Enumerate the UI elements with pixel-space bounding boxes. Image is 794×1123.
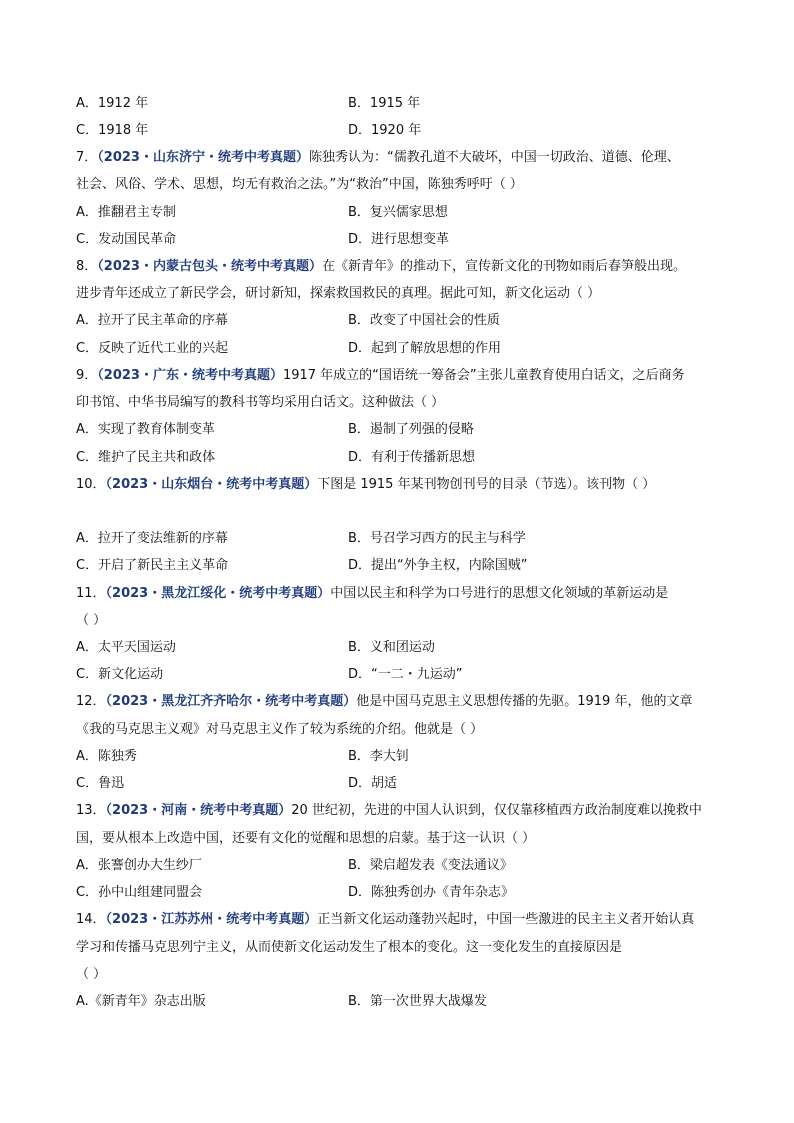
- question-stem-line: 下图是 1915 年某刊物创刊号的目录（节选）。该刊物（ ）: [317, 477, 656, 492]
- question-source: （2023・河南・统考中考真题）: [105, 803, 292, 818]
- question-number: 14．: [76, 912, 106, 927]
- option-c: C．反映了近代工业的兴起: [76, 341, 229, 356]
- option-d: D．提出“外争主权，内除国贼”: [348, 558, 528, 573]
- option-a: A.《新青年》杂志出版: [76, 994, 206, 1009]
- question-number: 9．: [76, 368, 98, 383]
- option-b: B．李大钊: [348, 749, 409, 764]
- option-a: A．陈独秀: [76, 749, 137, 764]
- question-stem-line: 20 世纪初，先进的中国人认识到，仅仅靠移植西方政治制度难以挽救中: [291, 803, 702, 818]
- option-c: C．新文化运动: [76, 667, 164, 682]
- question-number: 11．: [76, 586, 106, 601]
- question-stem-line: 陈独秀认为：“儒教孔道不大破坏，中国一切政治、道德、伦理、: [308, 150, 680, 165]
- option-c: C．鲁迅: [76, 776, 125, 791]
- option-a: A．张謇创办大生纱厂: [76, 858, 202, 873]
- option-d: D．起到了解放思想的作用: [348, 341, 502, 356]
- option-a: A．太平天国运动: [76, 640, 176, 655]
- question-source: （2023・黑龙江齐齐哈尔・统考中考真题）: [105, 694, 357, 709]
- question-source: （2023・江苏苏州・统考中考真题）: [105, 912, 318, 927]
- question-stem-line: 正当新文化运动蓬勃兴起时，中国一些激进的民主主义者开始认真: [317, 912, 695, 927]
- question-11: [76, 584, 668, 604]
- question-number: 7．: [76, 150, 98, 165]
- question-13: [76, 801, 702, 821]
- question-number: 8．: [76, 259, 98, 274]
- option-a: A．实现了教育体制变革: [76, 422, 215, 437]
- option-b: B．复兴儒家思想: [348, 205, 448, 220]
- option-b: B．梁启超发表《变法通议》: [348, 858, 513, 873]
- option-b: B．1915 年: [348, 96, 421, 111]
- question-number: 13．: [76, 803, 106, 818]
- question-source: （2023・黑龙江绥化・统考中考真题）: [105, 586, 331, 601]
- question-stem-line: 在《新青年》的推动下，宣传新文化的刊物如雨后春笋般出现。: [321, 259, 686, 274]
- option-c: C．1918 年: [76, 123, 149, 138]
- option-d: D．进行思想变革: [348, 232, 450, 247]
- option-b: B．改变了中国社会的性质: [348, 313, 500, 328]
- question-source: （2023・山东济宁・统考中考真题）: [97, 150, 309, 165]
- question-stem-line: 国，要从根本上改造中国，还要有文化的觉醒和思想的启蒙。基于这一认识（ ）: [76, 831, 536, 846]
- option-d: D．胡适: [348, 776, 398, 791]
- option-c: C．维护了民主共和政体: [76, 450, 216, 465]
- option-c: C．开启了新民主主义革命: [76, 558, 229, 573]
- question-number: 10．: [76, 477, 106, 492]
- question-stem-line: 《我的马克思主义观》对马克思主义作了较为系统的介绍。他就是（ ）: [76, 722, 484, 737]
- question-stem-line: 社会、风俗、学术、思想，均无有救治之法。”为“救治”中国，陈独秀呼吁（ ）: [76, 177, 523, 192]
- question-stem-line: 中国以民主和科学为口号进行的思想文化领域的革新运动是: [330, 586, 669, 601]
- question-source: （2023・内蒙古包头・统考中考真题）: [97, 259, 322, 274]
- question-source: （2023・广东・统考中考真题）: [97, 368, 283, 383]
- option-b: B．遏制了列强的侵略: [348, 422, 474, 437]
- question-stem-line: 1917 年成立的“国语统一筹备会”主张儿童教育使用白话文，之后商务: [282, 368, 685, 383]
- question-stem-line: 进步青年还成立了新民学会，研讨新知，探索救国救民的真理。据此可知，新文化运动（ ）: [76, 286, 601, 301]
- option-b: B．第一次世界大战爆发: [348, 994, 487, 1009]
- question-14: [76, 910, 694, 930]
- question-number: 12．: [76, 694, 106, 709]
- option-d: D．1920 年: [348, 123, 422, 138]
- option-a: A．推翻君主专制: [76, 205, 176, 220]
- option-a: A．拉开了民主革命的序幕: [76, 313, 228, 328]
- question-7: [76, 148, 680, 168]
- question-stem-line: （ ）: [76, 613, 107, 628]
- question-9: [76, 366, 685, 386]
- question-12: [76, 692, 692, 712]
- option-c: C．孙中山组建同盟会: [76, 885, 203, 900]
- question-stem-line: 学习和传播马克思列宁主义，从而使新文化运动发生了根本的变化。这一变化发生的直接原因是: [76, 940, 623, 955]
- option-b: B．义和团运动: [348, 640, 435, 655]
- question-stem-line: 他是中国马克思主义思想传播的先驱。1919 年，他的文章: [356, 694, 693, 709]
- option-a: A．1912 年: [76, 96, 149, 111]
- question-10: [76, 475, 655, 495]
- option-c: C．发动国民革命: [76, 232, 177, 247]
- question-stem-line: （ ）: [76, 967, 107, 982]
- option-d: D．陈独秀创办《青年杂志》: [348, 885, 515, 900]
- option-b: B．号召学习西方的民主与科学: [348, 531, 526, 546]
- question-stem-line: 印书馆、中华书局编写的教科书等均采用白话文。这种做法（ ）: [76, 395, 445, 410]
- question-8: [76, 257, 686, 277]
- question-source: （2023・山东烟台・统考中考真题）: [105, 477, 318, 492]
- option-a: A．拉开了变法维新的序幕: [76, 531, 228, 546]
- option-d: D．有利于传播新思想: [348, 450, 476, 465]
- option-d: D．“一二・九运动”: [348, 667, 463, 682]
